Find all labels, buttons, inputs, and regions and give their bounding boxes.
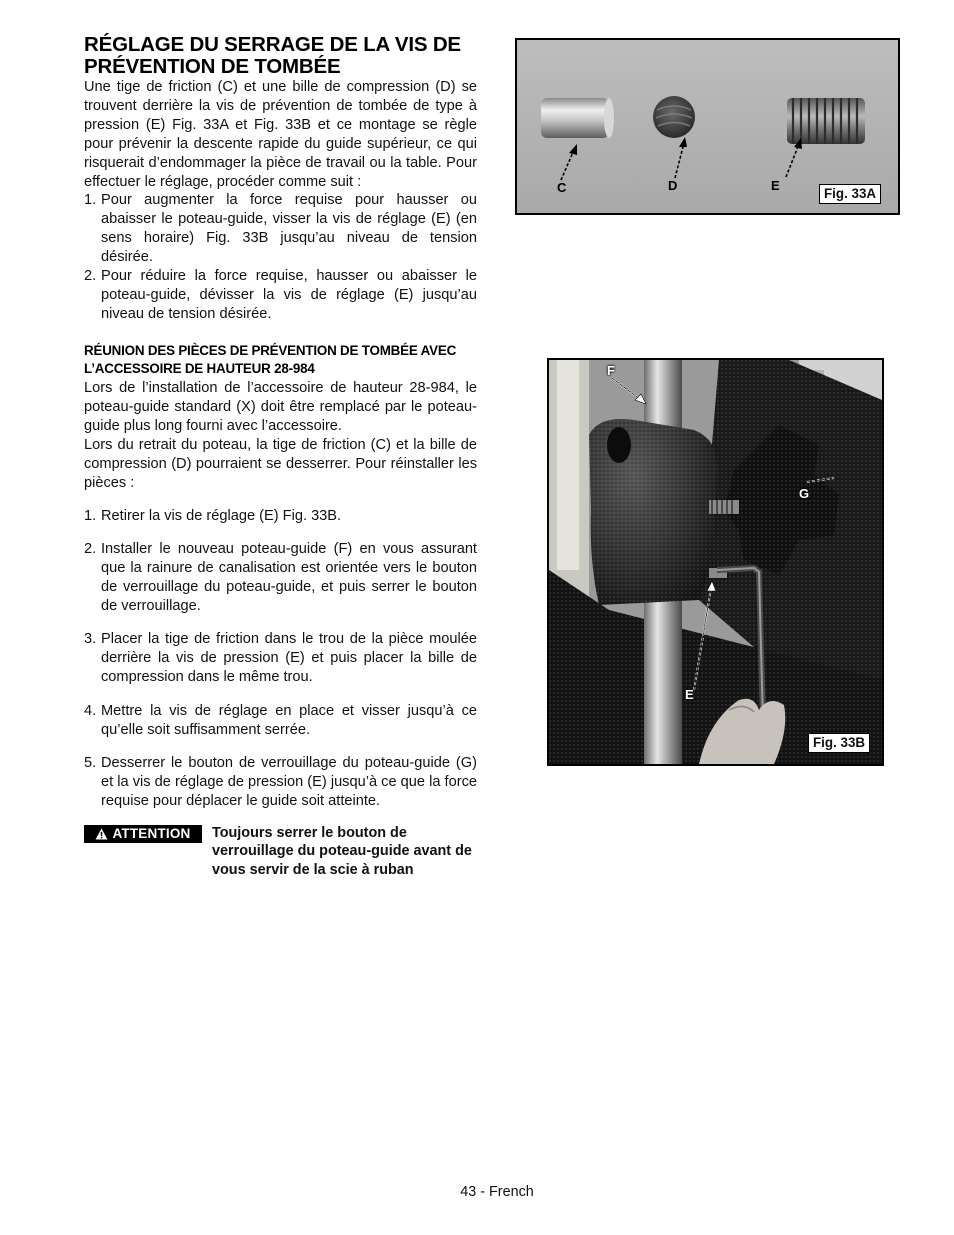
callout-c: C [557,180,567,195]
attention-badge: ATTENTION [84,825,202,843]
list-item: 3. Placer la tige de friction dans le trou de la pièce moulée derrière la vis de pression (E) et puis placer la bille de compression dans le même trou. [84,631,477,686]
page-title: RÉGLAGE DU SERRAGE DE LA VIS DE PRÉVENTION DE TOMBÉE [84,33,461,78]
callout-e-33b: E [685,687,694,702]
callout-g: G [799,486,810,501]
warning-text: Toujours serrer le bouton de verrouillage du poteau-guide avant de vous servir de la scie à ruban [212,824,472,878]
figure-33b [547,358,884,766]
figure-33a-label: Fig. 33A [819,184,881,204]
list-item: 4. Mettre la vis de réglage en place et visser jusqu’à ce qu’elle soit suffisamment serrée. [84,702,477,738]
list-item: 2. Pour réduire la force requise, hausser ou abaisser le poteau-guide, dévisser la vis de réglage (E) jusqu’au niveau de tension désirée. [84,268,477,322]
guide-post-photo [549,360,882,764]
intro-paragraph: Une tige de friction (C) et une bille de compression (D) se trouvent derrière la vis de prévention de tombée de type à pression (E) Fig. 33A et Fig. 33B et ce montage se règle pour prévenir la descente rapide du guide supérieur, ce qui risquerait d’endommager la pièce de travail ou la table. Pour effectuer le réglage, procéder comme suit : [84,79,477,190]
list-item: 2. Installer le nouveau poteau-guide (F) en vous assurant que la rainure de canalisation est orientée vers le bouton de verrouillage du poteau-guide, et puis serrer le bouton de verrouillage. [84,541,477,615]
paragraph-accessory: Lors de l’installation de l’accessoire de hauteur 28-984, le poteau-guide standard (X) doit être remplacé par le poteau-guide plus long fourni avec l’accessoire. [84,379,477,434]
list-item: 5. Desserrer le bouton de verrouillage du poteau-guide (G) et la vis de réglage de pression (E) jusqu’à ce que la force requise pour déplacer le guide soit atteinte. [84,754,477,809]
callout-e: E [771,178,780,193]
paragraph-removal: Lors du retrait du poteau, la tige de friction (C) et la bille de compression (D) pourraient se desserrer. Pour réinstaller les pièces : [84,436,477,491]
list-item: 1. Retirer la vis de réglage (E) Fig. 33B. [84,507,342,524]
cast-bracket [589,419,717,605]
figure-33b-label: Fig. 33B [808,733,870,753]
set-screw [787,98,865,144]
warning-block [84,824,477,880]
callout-f: F [607,363,615,378]
list-item: 1. Pour augmenter la force requise pour hausser ou abaisser le poteau-guide, visser la vis de réglage (E) (en sens horaire) Fig. 33B jusqu’au niveau de tension désirée. [84,192,477,266]
friction-rod [541,98,614,138]
reassembly-steps-list [84,507,477,811]
callout-d: D [668,178,678,193]
figure-33a [515,38,900,215]
main-text-column [84,34,477,879]
adjust-steps-list [84,191,477,323]
section-subheading: RÉUNION DES PIÈCES DE PRÉVENTION DE TOMBÉE AVEC L’ACCESSOIRE DE HAUTEUR 28-984 [84,342,457,377]
page-number: 43 - French [460,1184,534,1200]
warning-triangle-icon [95,828,108,840]
